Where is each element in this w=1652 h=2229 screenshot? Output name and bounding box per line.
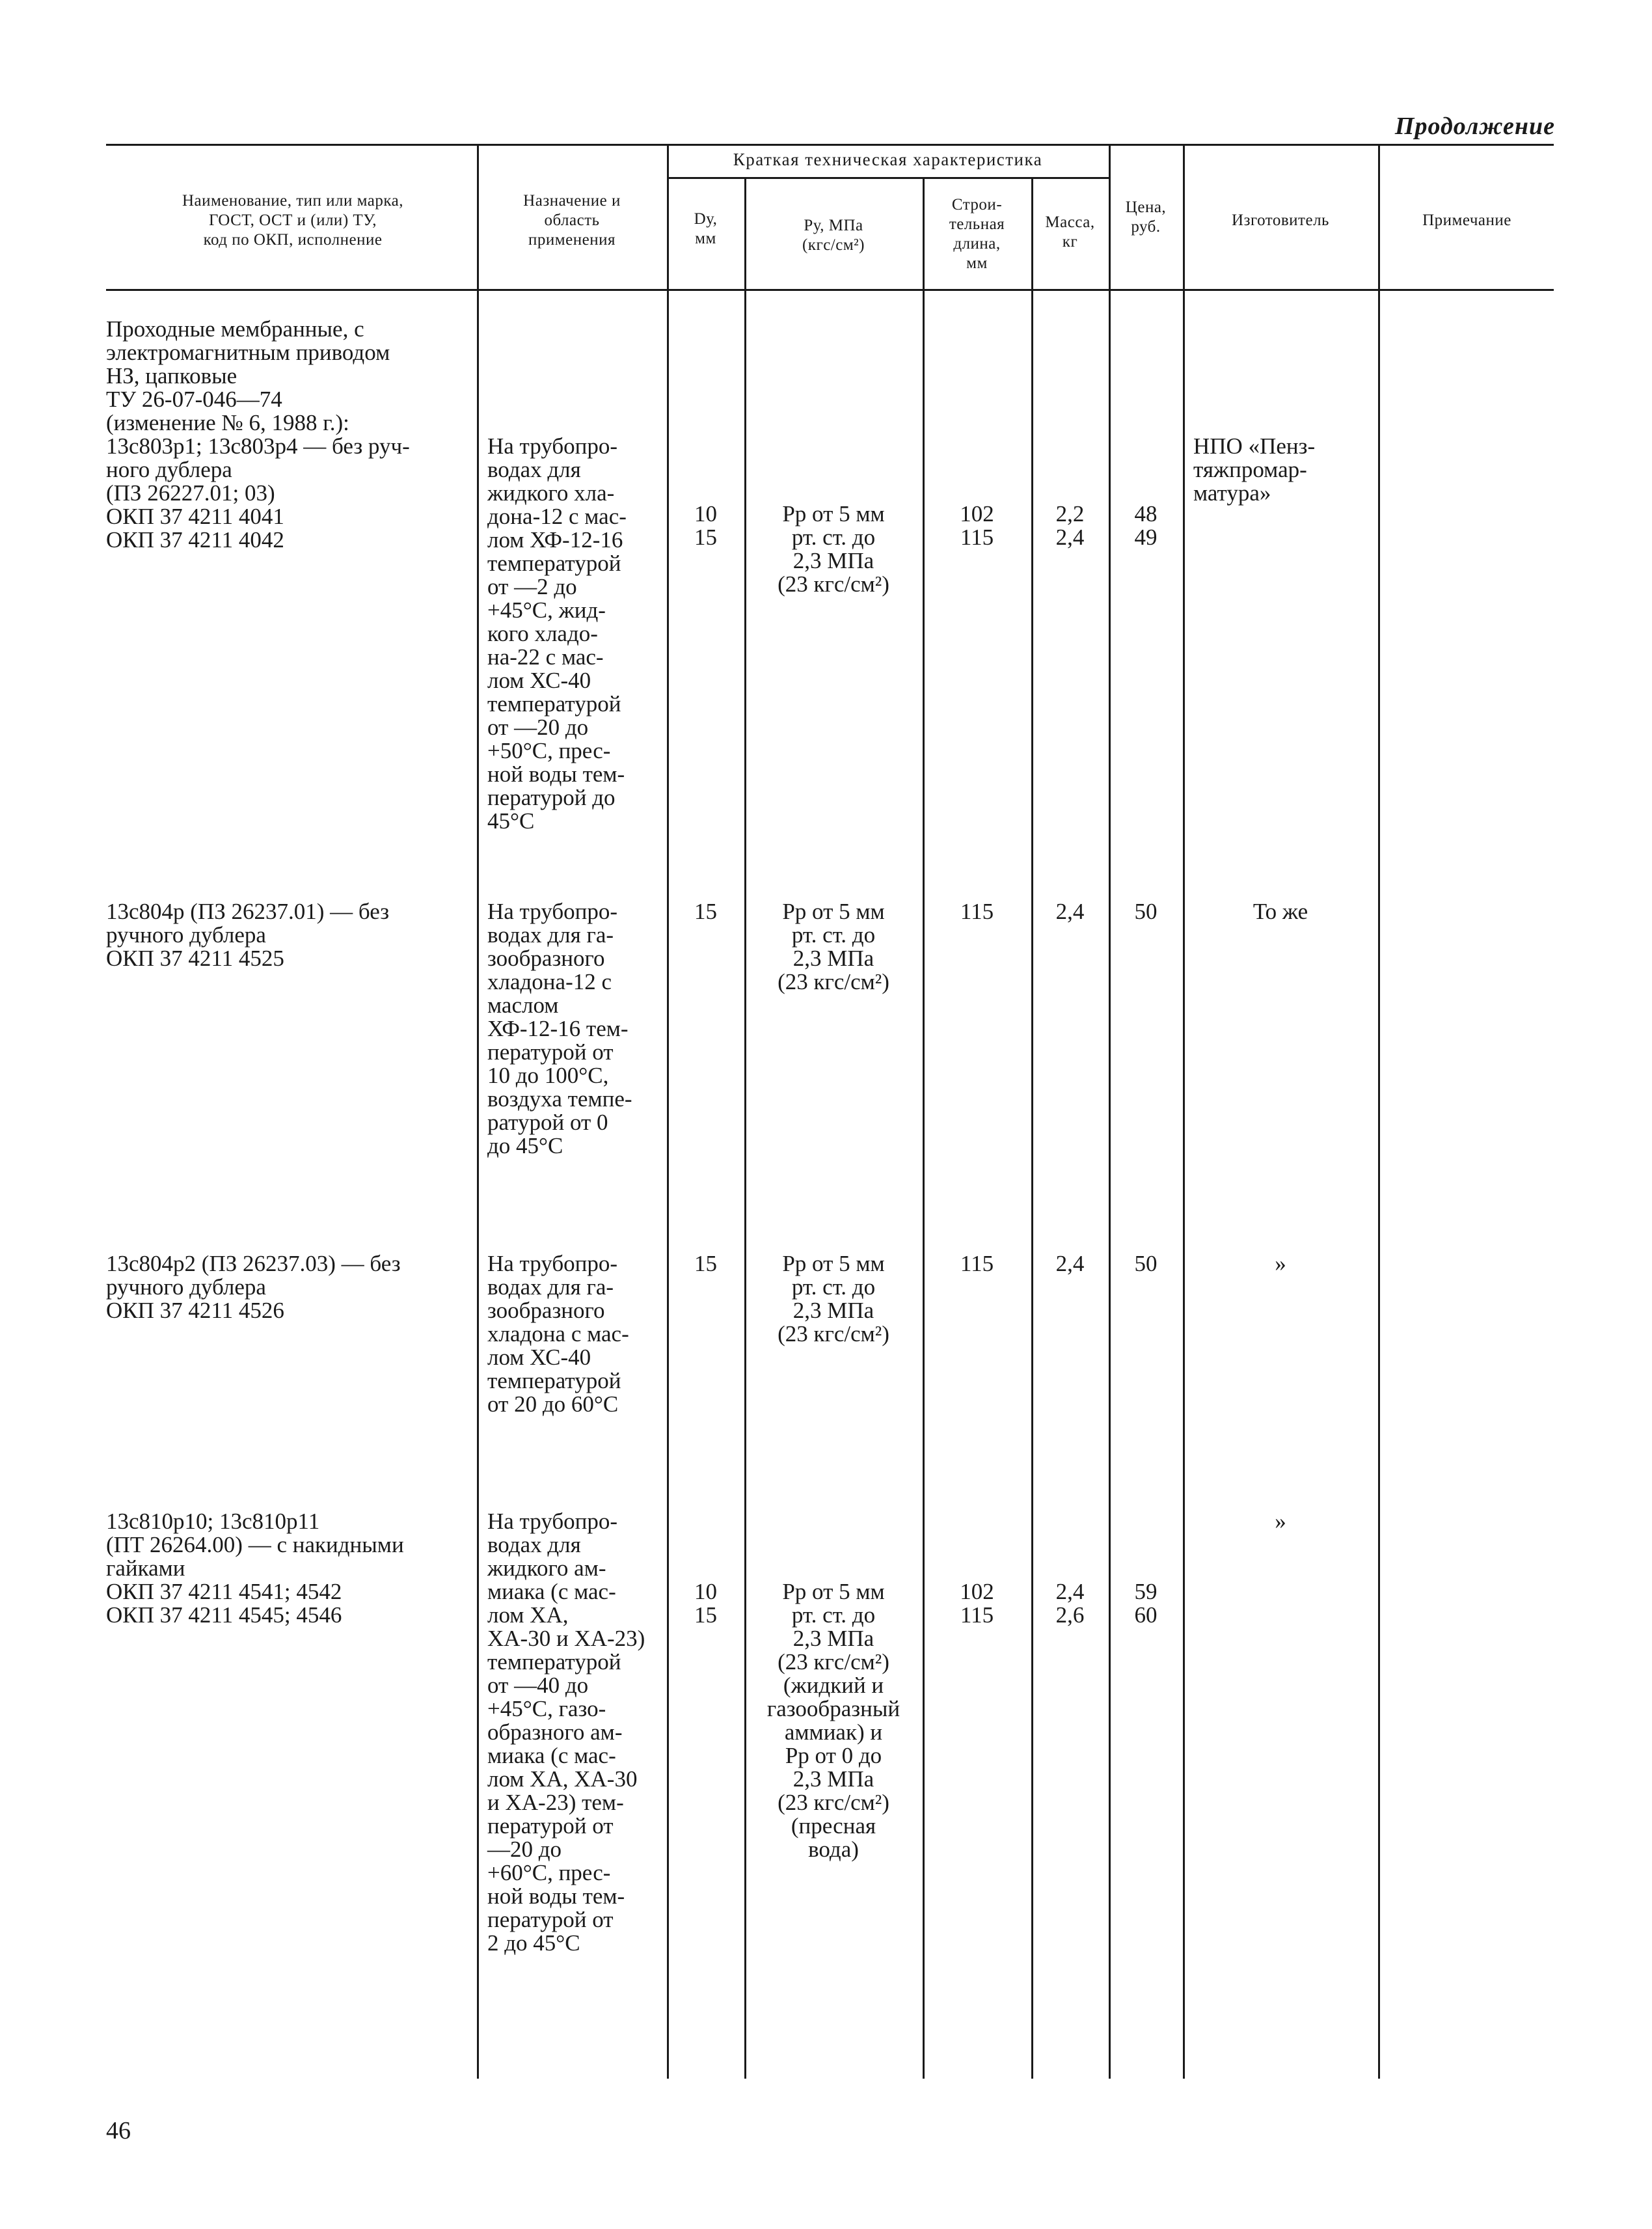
col-rule-2 <box>667 146 669 2079</box>
row-3-maker: » <box>1275 1251 1286 1276</box>
row-1-pressure: Pр от 5 мм рт. ст. до 2,3 МПа (23 кгс/см²) <box>778 501 889 597</box>
row-3-name: 13с804р2 (ПЗ 26237.03) — без ручного дублера ОКП 37 4211 4526 <box>106 1251 401 1323</box>
col-rule-7 <box>1183 146 1185 2079</box>
row-2-name: 13с804р (ПЗ 26237.01) — без ручного дублера ОКП 37 4211 4525 <box>106 899 390 971</box>
row-3-dn: 15 <box>694 1251 717 1276</box>
header-dn: Dу, мм <box>694 210 718 247</box>
row-1-mass: 2,2 2,4 <box>1055 501 1085 550</box>
col-rule-6 <box>1109 146 1111 2079</box>
row-4-maker: » <box>1275 1509 1286 1534</box>
header-price: Цена, руб. <box>1125 198 1167 236</box>
header-maker: Изготовитель <box>1232 212 1329 229</box>
row-4-name: 13с810р10; 13с810р11 (ПТ 26264.00) — с накидными гайками ОКП 37 4211 4541; 4542 ОКП 37 4211 4545; 4546 <box>106 1509 404 1628</box>
row-3-purpose: На трубопро- водах для га- зообразного хладона с мас- лом ХС-40 температурой от 20 до 60°С <box>487 1251 629 1417</box>
header-pressure: Pу, МПа (кгс/см²) <box>802 217 865 254</box>
row-2-length: 115 <box>960 899 994 924</box>
row-3-length: 115 <box>960 1251 994 1276</box>
row-1-name: Проходные мембранные, с электромагнитным приводом НЗ, цапковые ТУ 26-07-046—74 (изменение № 6, 1988 г.): 13с803р1; 13с803р4 — без руч- ного дублера (ПЗ 26227.01; 03) ОКП 37 4211 4041 ОКП 37 4211 4042 <box>106 316 410 553</box>
header-mass: Масса, кг <box>1045 213 1095 251</box>
row-4-pressure: Pр от 5 мм рт. ст. до 2,3 МПа (23 кгс/см²) (жидкий и газообразный аммиак) и Pр от 0 до 2,3 МПа (23 кгс/см²) (пресная вода) <box>766 1579 900 1862</box>
row-3-price: 50 <box>1134 1251 1158 1276</box>
row-4-mass: 2,4 2,6 <box>1055 1579 1085 1628</box>
header-tech-characteristics: Краткая техническая характеристика <box>733 150 1043 169</box>
header-top-rule <box>106 144 1554 146</box>
row-1-purpose: На трубопро- водах для жидкого хла- дона-12 с мас- лом ХФ-12-16 температурой от —2 до +45°С, жид- кого хладо- на-22 с мас- лом ХС-40 температурой от —20 до +50°С, прес- ной воды тем- пературой до 45°С <box>487 433 627 834</box>
col-rule-8 <box>1378 146 1380 2079</box>
page-number: 46 <box>106 2117 131 2144</box>
row-2-purpose: На трубопро- водах для га- зообразного хладона-12 с маслом ХФ-12-16 тем- пературой от 10 до 100°С, воздуха темпе- ратурой от 0 до 45°С <box>487 899 632 1158</box>
row-2-maker: То же <box>1253 899 1308 924</box>
row-2-pressure: Pр от 5 мм рт. ст. до 2,3 МПа (23 кгс/см²) <box>778 899 889 994</box>
header-purpose: Назначение и область применения <box>523 192 621 249</box>
col-rule-4 <box>923 179 925 2079</box>
header-note: Примечание <box>1422 212 1511 229</box>
header-name: Наименование, тип или марка, ГОСТ, ОСТ и (или) ТУ, код по ОКП, исполнение <box>182 192 404 249</box>
row-1-maker: НПО «Пенз- тяжпромар- матура» <box>1193 433 1316 506</box>
col-rule-1 <box>477 146 479 2079</box>
row-4-length: 102 115 <box>960 1579 994 1628</box>
row-1-length: 102 115 <box>960 501 994 550</box>
continuation-label: Продолжение <box>1394 113 1555 140</box>
row-3-pressure: Pр от 5 мм рт. ст. до 2,3 МПа (23 кгс/см²) <box>778 1251 889 1347</box>
row-4-price: 59 60 <box>1134 1579 1158 1628</box>
header-length: Строи- тельная длина, мм <box>949 196 1005 272</box>
row-4-purpose: На трубопро- водах для жидкого ам- миака (с мас- лом ХА, ХА-30 и ХА-23) температурой от —40 до +45°С, газо- образного ам- миака (с мас- лом ХА, ХА-30 и ХА-23) тем- пературой от —20 до +60°С, прес- ной воды тем- пературой от 2 до 45°С <box>487 1509 645 1956</box>
row-2-mass: 2,4 <box>1055 899 1085 924</box>
header-bottom-rule <box>106 289 1554 291</box>
tech-span-rule <box>667 177 1109 179</box>
row-3-mass: 2,4 <box>1055 1251 1085 1276</box>
row-2-price: 50 <box>1134 899 1158 924</box>
row-1-price: 48 49 <box>1134 501 1158 550</box>
row-1-dn: 10 15 <box>694 501 717 550</box>
col-rule-5 <box>1031 179 1033 2079</box>
col-rule-3 <box>744 179 746 2079</box>
row-4-dn: 10 15 <box>694 1579 717 1628</box>
row-2-dn: 15 <box>694 899 717 924</box>
